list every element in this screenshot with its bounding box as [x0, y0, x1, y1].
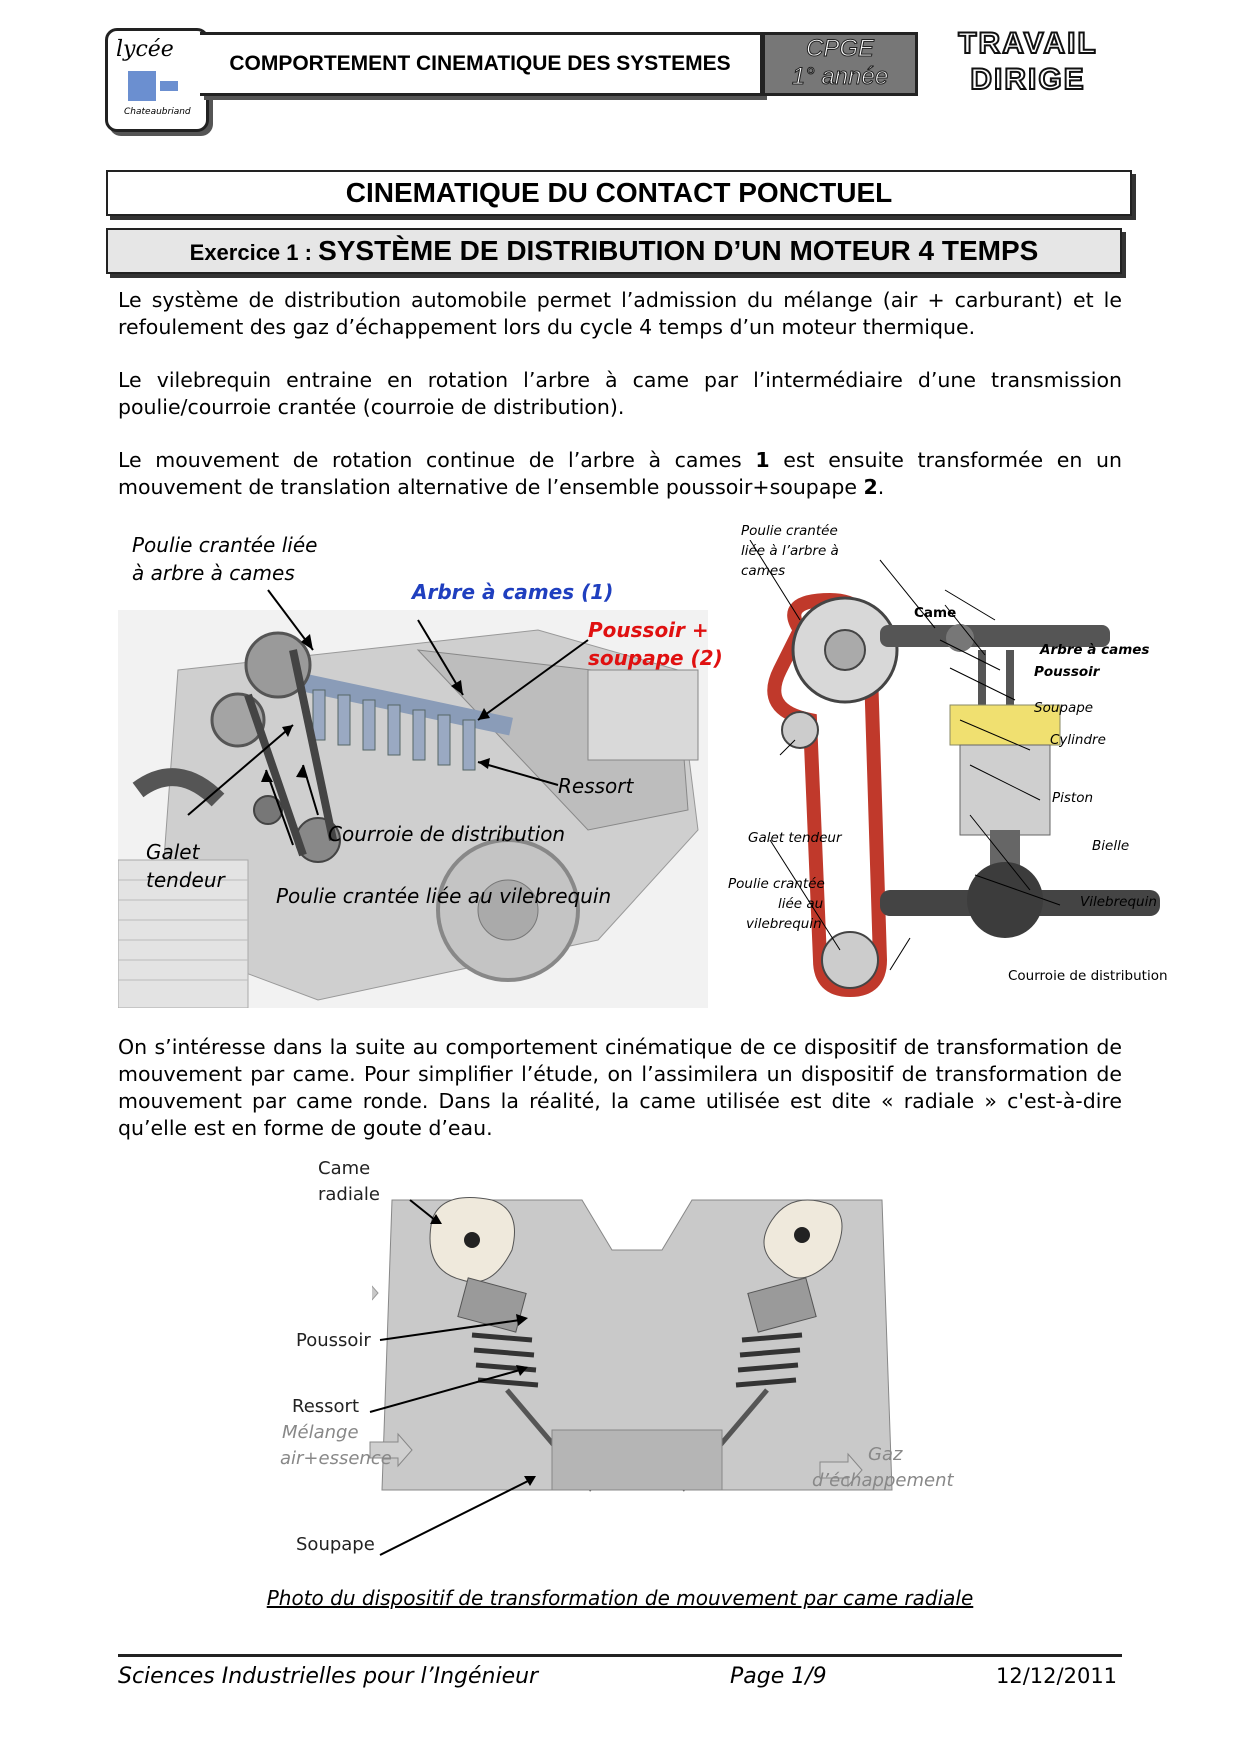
schema-label-came: Came [914, 605, 957, 621]
label-arbre-cames: Arbre à cames (1) [412, 580, 614, 604]
figure-caption: Photo du dispositif de transformation de mouvement par came radiale [266, 1586, 974, 1610]
paragraph-3 [118, 447, 1122, 501]
school-logo [105, 28, 209, 132]
label-ressort: Ressort [558, 774, 634, 798]
paragraph-2: Le vilebrequin entraine en rotation l’arbre à came par l’intermédiaire d’une transmission poulie/courroie crantée (courroie de distribution). [118, 368, 1122, 419]
document-type [918, 26, 1138, 98]
footer-rule [118, 1654, 1122, 1657]
level-badge [762, 32, 918, 96]
label-poussoir-1: Poussoir + [588, 618, 709, 642]
label-galet-1: Galet [146, 840, 200, 864]
exercise-heading: SYSTÈME DE DISTRIBUTION D’UN MOTEUR 4 TEMPS [318, 235, 1039, 266]
head-label-melange-1: Mélange [282, 1422, 359, 1443]
schema-label-arbre-cames: Arbre à cames [1040, 642, 1150, 658]
exercise-label: Exercice 1 : [189, 240, 319, 265]
schema-label-cylindre: Cylindre [1050, 732, 1106, 748]
head-label-melange-2: air+essence [280, 1448, 392, 1469]
p3-text-e: . [877, 475, 885, 499]
schema-label-poulie-came-2: liée à l’arbre à [741, 543, 839, 559]
footer-subject: Sciences Industrielles pour l’Ingénieur [118, 1664, 539, 1689]
schema-label-poulie-vil-3: vilebrequin [746, 916, 822, 932]
logo-text: lycée [116, 37, 174, 62]
head-label-poussoir: Poussoir [296, 1330, 371, 1351]
paragraph-1: Le système de distribution automobile permet l’admission du mélange (air + carburant) et le refoulement des gaz d’échappement lors du cycle 4 temps d’un moteur thermique. [118, 288, 1122, 339]
label-poulie-vilebrequin: Poulie crantée liée au vilebrequin [276, 884, 612, 908]
head-label-ressort: Ressort [292, 1396, 359, 1417]
level-line2: 1° année [791, 63, 889, 90]
document-type-line1: TRAVAIL [958, 27, 1098, 60]
paragraph-4: On s’intéresse dans la suite au comportement cinématique de ce dispositif de transformation de mouvement par came. Pour simplifier l’étude, on l’assimilera un dispositif de transformation de mouvement par came ronde. Dans la réalité, la came utilisée est dite « radiale » c'est-à-dire qu’elle est en forme de goute d’eau. [118, 1035, 1122, 1140]
p3-bold-1: 1 [755, 448, 770, 472]
schema-label-poulie-vil-2: liée au [778, 896, 824, 912]
p3-text-a: Le mouvement de rotation continue de l’arbre à cames [118, 448, 756, 472]
head-label-came-2: radiale [318, 1184, 380, 1205]
course-title: COMPORTEMENT CINEMATIQUE DES SYSTEMES [200, 32, 763, 96]
head-label-came-1: Came [318, 1158, 371, 1179]
p3-bold-2: 2 [863, 475, 878, 499]
schema-label-poulie-came-3: cames [741, 563, 786, 579]
label-poulie-came-1: Poulie crantée liée [132, 533, 318, 557]
footer-page: Page 1/9 [730, 1664, 827, 1689]
head-label-soupape: Soupape [296, 1534, 375, 1555]
schema-label-galet: Galet tendeur [748, 830, 842, 846]
schema-label-soupape: Soupape [1034, 700, 1094, 716]
p3-text-c: est ensuite transformée en un mouvement de translation alternative de l’ensemble poussoir+soupape [118, 448, 1122, 499]
schema-label-courroie: Courroie de distribution [1008, 968, 1168, 984]
schema-label-poulie-came-1: Poulie crantée [741, 523, 838, 539]
head-label-gaz-1: Gaz [868, 1444, 903, 1465]
footer-date: 12/12/2011 [996, 1664, 1118, 1688]
level-line1: CPGE [805, 35, 874, 62]
exercise-title [106, 228, 1122, 274]
logo-mark [128, 71, 156, 101]
label-poulie-came-2: à arbre à cames [132, 561, 295, 585]
schema-label-poulie-vil-1: Poulie crantée [728, 876, 825, 892]
schema-label-bielle: Bielle [1092, 838, 1130, 854]
logo-subtext: Chateaubriand [124, 107, 191, 117]
schema-label-vilebrequin: Vilebrequin [1080, 894, 1157, 910]
label-galet-2: tendeur [146, 868, 225, 892]
logo-mark-dash [160, 81, 178, 91]
schema-label-poussoir: Poussoir [1034, 664, 1100, 680]
page-title: CINEMATIQUE DU CONTACT PONCTUEL [106, 170, 1132, 216]
head-label-gaz-2: d’échappement [812, 1470, 954, 1491]
label-courroie: Courroie de distribution [328, 822, 566, 846]
head-arrows [280, 1180, 980, 1560]
schema-label-piston: Piston [1052, 790, 1094, 806]
label-poussoir-2: soupape (2) [588, 646, 723, 670]
document-type-line2: DIRIGE [970, 63, 1086, 96]
